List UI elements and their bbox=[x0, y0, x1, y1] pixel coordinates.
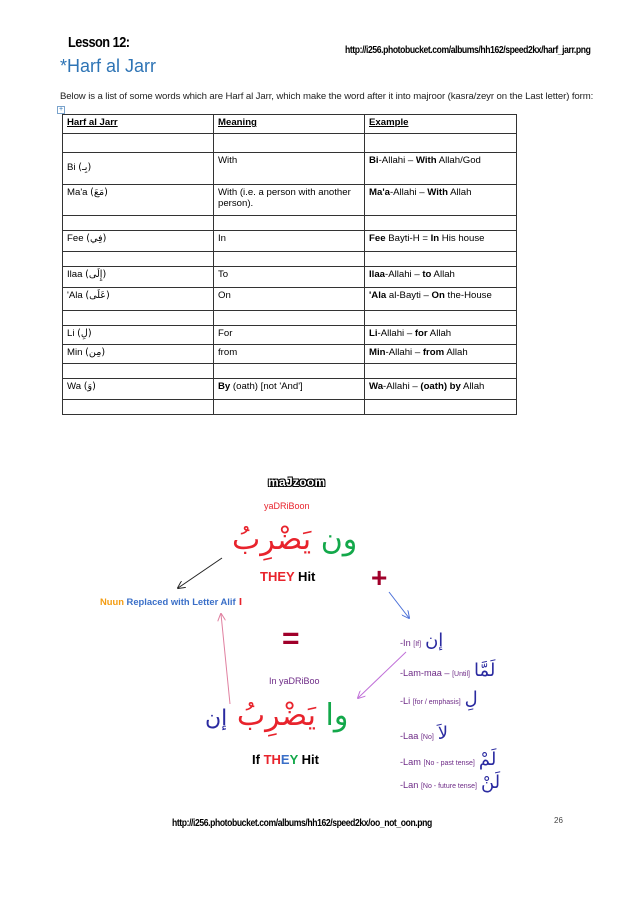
example-bold: Li bbox=[369, 328, 378, 339]
particle-arabic: لَمْ bbox=[478, 749, 497, 770]
arrow-result-to-note bbox=[221, 614, 230, 704]
arabic-in-particle: إن bbox=[205, 706, 228, 731]
harf-arabic: (بِـ) bbox=[78, 162, 92, 173]
example-text: -Allahi – bbox=[378, 155, 416, 166]
particle-note: [No - future tense] bbox=[420, 783, 477, 790]
example-bold: Ilaa bbox=[369, 269, 386, 280]
hit-word: Hit bbox=[294, 569, 316, 584]
arabic-verb-stem: يَضْرِبُ bbox=[232, 522, 312, 557]
arrow-to-nuun-note bbox=[178, 558, 222, 588]
harf-name: Min bbox=[67, 347, 83, 358]
example-text: Bayti-H = bbox=[385, 233, 431, 244]
particle-arabic: لِ bbox=[464, 688, 478, 709]
replaced-text: Replaced with Letter bbox=[123, 596, 221, 607]
meaning-text: (oath) [not 'And'] bbox=[230, 381, 303, 392]
particle-label: -In bbox=[400, 638, 411, 648]
nuun-word: Nuun bbox=[100, 596, 124, 607]
they-word: THEY bbox=[263, 752, 299, 767]
example-bold: (oath) by bbox=[420, 381, 461, 392]
harf-name: Wa bbox=[67, 381, 82, 392]
example-bold: to bbox=[422, 269, 432, 280]
example-text: -Allahi – bbox=[389, 187, 428, 198]
yadriboon-label: yaDRiBoon bbox=[264, 501, 310, 511]
section-title: *Harf al Jarr bbox=[60, 56, 157, 76]
meaning-text: With bbox=[218, 155, 238, 166]
meaning-bold: By bbox=[218, 381, 231, 392]
meaning-text: To bbox=[218, 269, 229, 280]
majzoom-label: maJzoom bbox=[268, 475, 326, 489]
arabic-suffix-oo: وا bbox=[325, 698, 349, 733]
meaning-text: With (i.e. a person with another person). bbox=[218, 187, 351, 209]
harf-arabic: (مَعَ) bbox=[90, 187, 108, 198]
header-meaning: Meaning bbox=[214, 115, 365, 134]
source-url-bottom[interactable]: http://i256.photobucket.com/albums/hh162/speed2kx/oo_not_oon.png bbox=[172, 817, 432, 829]
example-bold: Ma'a bbox=[369, 187, 390, 198]
example-bold: On bbox=[431, 290, 445, 301]
example-text: -Allahi – bbox=[385, 269, 423, 280]
particle-label: -Lan bbox=[400, 780, 419, 790]
example-text: Allah bbox=[447, 187, 472, 198]
harf-arabic: (إِلَى) bbox=[85, 269, 107, 280]
header-example: Example bbox=[365, 115, 517, 134]
they-word: THEY bbox=[260, 569, 295, 584]
particle-arabic: لَمَّا bbox=[474, 660, 496, 681]
harf-arabic: (فِي) bbox=[86, 233, 107, 244]
particle-label: -Lam-maa – bbox=[400, 668, 450, 678]
particle-note: [No] bbox=[420, 734, 434, 741]
example-text: Allah bbox=[431, 269, 455, 280]
arabic-suffix-oon: ون bbox=[320, 522, 358, 557]
example-bold: Min bbox=[369, 347, 386, 358]
table-move-handle-icon[interactable]: + bbox=[58, 106, 64, 113]
example-text: Allah bbox=[444, 347, 468, 358]
particle-note: [No - past tense] bbox=[423, 760, 475, 767]
meaning-text: On bbox=[218, 290, 231, 301]
example-bold: With bbox=[415, 155, 437, 166]
harf-name: Fee bbox=[67, 233, 84, 244]
particle-label: -Laa bbox=[400, 731, 419, 741]
harf-arabic: (وَ) bbox=[83, 381, 96, 392]
hit-word: Hit bbox=[298, 752, 319, 767]
example-bold: With bbox=[427, 187, 448, 198]
in-yadriboo-label: In yaDRiBoo bbox=[269, 676, 320, 686]
harf-arabic: (عَلَى) bbox=[85, 290, 110, 301]
if-word: If bbox=[252, 752, 264, 767]
harf-name: Li bbox=[67, 328, 75, 339]
particle-arabic: لاَ bbox=[437, 723, 449, 744]
example-bold: from bbox=[422, 347, 445, 358]
example-text: -Allahi – bbox=[385, 347, 423, 358]
particle-note: [If] bbox=[413, 641, 422, 648]
arrow-particles-to-result bbox=[358, 652, 406, 698]
arrow-plus-to-particles bbox=[389, 592, 409, 618]
example-text: Allah bbox=[460, 381, 485, 392]
example-text: the-House bbox=[444, 290, 492, 301]
harf-arabic: (لِ) bbox=[77, 328, 92, 339]
example-text: His house bbox=[439, 233, 485, 244]
alif-letter: ا bbox=[235, 597, 243, 608]
harf-name: Bi bbox=[67, 162, 76, 173]
example-bold: 'Ala bbox=[369, 290, 387, 301]
example-bold: In bbox=[430, 233, 440, 244]
example-text: al-Bayti – bbox=[386, 290, 432, 301]
example-bold: Fee bbox=[369, 233, 386, 244]
equals-sign: = bbox=[282, 622, 300, 655]
page-number: 26 bbox=[554, 816, 563, 825]
example-text: Allah/God bbox=[436, 155, 481, 166]
plus-sign: + bbox=[371, 562, 388, 593]
alif-word: Alif bbox=[220, 596, 236, 607]
header-harf: Harf al Jarr bbox=[63, 115, 214, 134]
intro-text: Below is a list of some words which are Harf al Jarr, which make the word after it into majroor (kasra/zeyr on the Last letter) form: bbox=[60, 91, 594, 102]
harf-arabic: (مِن) bbox=[85, 347, 106, 358]
meaning-text: For bbox=[218, 328, 233, 339]
example-text: -Allahi – bbox=[383, 381, 421, 392]
particle-label: -Li bbox=[400, 696, 411, 706]
harf-name: Ma'a bbox=[67, 187, 88, 198]
particle-arabic: لَنْ bbox=[480, 772, 501, 793]
lesson-heading: Lesson 12: bbox=[68, 34, 130, 51]
particle-note: [Until] bbox=[452, 671, 470, 678]
harf-name: 'Ala bbox=[67, 290, 83, 301]
particle-arabic: إن bbox=[425, 630, 444, 651]
example-bold: for bbox=[414, 328, 428, 339]
particle-label: -Lam bbox=[400, 757, 421, 767]
particle-note: [for / emphasis] bbox=[412, 699, 461, 706]
example-bold: Wa bbox=[369, 381, 384, 392]
example-bold: Bi bbox=[369, 155, 379, 166]
meaning-text: from bbox=[218, 347, 238, 358]
example-text: Allah bbox=[427, 328, 452, 339]
arabic-verb-stem: يَضْرِبُ bbox=[236, 698, 316, 733]
example-text: -Allahi – bbox=[377, 328, 415, 339]
harf-name: Ilaa bbox=[67, 269, 83, 280]
source-url-top[interactable]: http://i256.photobucket.com/albums/hh162/speed2kx/harf_jarr.png bbox=[345, 44, 591, 56]
meaning-text: In bbox=[218, 233, 227, 244]
